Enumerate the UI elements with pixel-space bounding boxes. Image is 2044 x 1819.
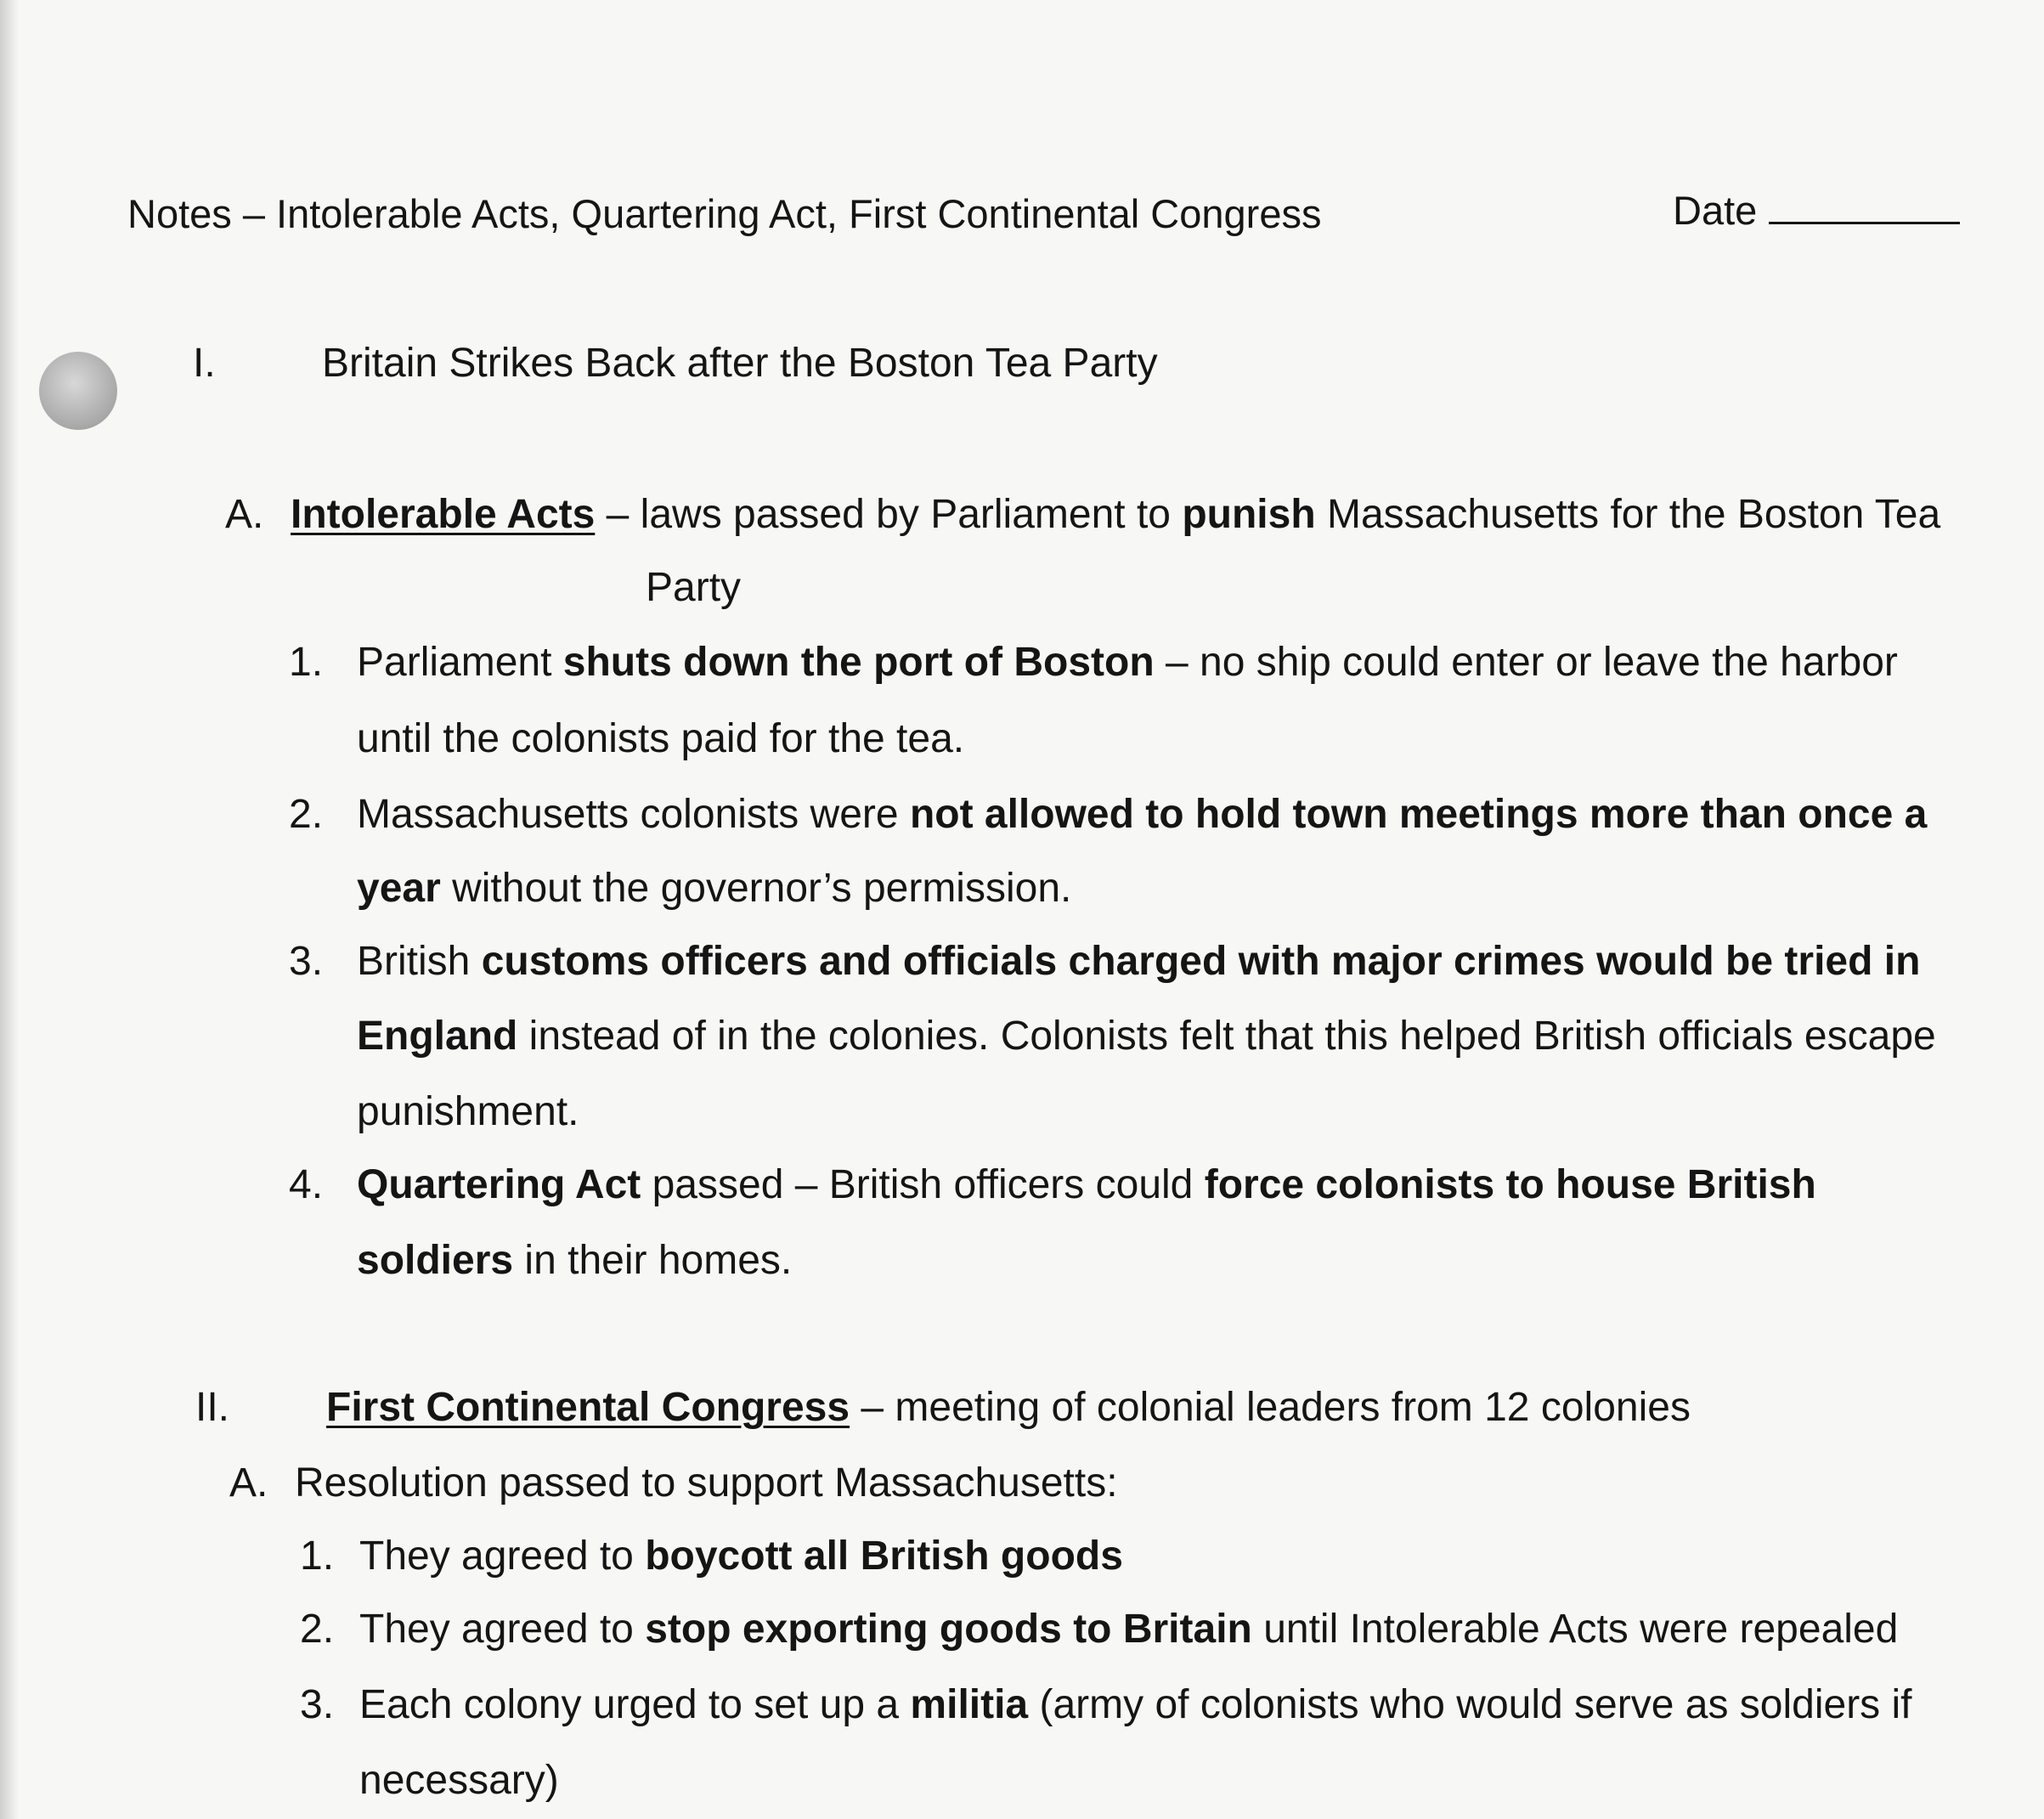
item-2-line1	[357, 789, 1927, 840]
section-2-a-marker: A.	[229, 1460, 268, 1505]
date-blank-line	[1769, 222, 1960, 224]
text: without the governor’s permission.	[440, 866, 1072, 911]
text: They agreed to	[359, 1534, 646, 1579]
text: British	[357, 939, 482, 984]
text: until Intolerable Acts were repealed	[1251, 1607, 1899, 1652]
section-2-a-text: Resolution passed to support Massachusetts:	[295, 1460, 1118, 1505]
bold-text: punish	[1182, 492, 1316, 537]
s2-item-1-number: 1.	[300, 1534, 335, 1579]
item-1-line1	[357, 637, 1898, 688]
section-1-a-line2: Party	[646, 565, 742, 610]
hole-punch	[39, 352, 117, 430]
document-title: Notes – Intolerable Acts, Quartering Act, First Continental Congress	[127, 191, 1322, 236]
bold-text: not allowed to hold town meetings more than once a	[909, 792, 1928, 837]
s2-item-3-number: 3.	[300, 1682, 335, 1727]
term-intolerable-acts: Intolerable Acts	[291, 492, 596, 537]
item-3-line1	[357, 936, 1920, 987]
bold-text: Quartering Act	[357, 1162, 641, 1207]
section-1-a-line1	[291, 489, 1940, 540]
bold-text: England	[357, 1014, 518, 1059]
item-4-line1	[357, 1160, 1816, 1211]
section-2-numeral: II.	[195, 1385, 230, 1430]
section-1-heading: Britain Strikes Back after the Boston Tea Party	[322, 341, 1158, 386]
bold-text: militia	[910, 1682, 1029, 1727]
text: passed – British officers could	[641, 1162, 1205, 1207]
s2-item-2-number: 2.	[300, 1607, 335, 1652]
text: instead of in the colonies. Colonists felt that this helped British officials escape	[517, 1014, 1936, 1059]
text: – meeting of colonial leaders from 12 colonies	[850, 1385, 1691, 1430]
date-field	[1673, 185, 1960, 236]
s2-item-3-line1	[359, 1680, 1912, 1731]
text: They agreed to	[359, 1607, 646, 1652]
bold-text: force colonists to house British	[1204, 1162, 1816, 1207]
item-1-line2: until the colonists paid for the tea.	[357, 716, 965, 761]
item-2-number: 2.	[289, 792, 324, 837]
text: – no ship could enter or leave the harbor	[1154, 640, 1898, 685]
item-4-number: 4.	[289, 1162, 324, 1207]
text: Each colony urged to set up a	[359, 1682, 911, 1727]
s2-item-3-line2: necessary)	[359, 1758, 559, 1803]
section-1-numeral: I.	[193, 341, 216, 386]
date-label: Date	[1673, 188, 1758, 233]
text: Massachusetts for the Boston Tea	[1315, 492, 1941, 537]
scan-edge-shadow	[0, 0, 19, 1819]
bold-text: year	[357, 866, 441, 911]
item-1-number: 1.	[289, 640, 324, 685]
section-2-heading	[326, 1382, 1691, 1433]
text: Massachusetts colonists were	[357, 792, 910, 837]
section-1-a-marker: A.	[225, 492, 264, 537]
text: Parliament	[357, 640, 563, 685]
item-4-line2	[357, 1235, 792, 1286]
item-3-line3: punishment.	[357, 1089, 579, 1134]
text: (army of colonists who would serve as soldiers if	[1028, 1682, 1912, 1727]
text: in their homes.	[513, 1238, 793, 1283]
bold-text: soldiers	[357, 1238, 514, 1283]
bold-text: shuts down the port of Boston	[562, 640, 1155, 685]
s2-item-1-text	[359, 1531, 1123, 1582]
term-first-continental-congress: First Continental Congress	[326, 1385, 850, 1430]
item-2-line2	[357, 863, 1071, 914]
item-3-number: 3.	[289, 939, 324, 984]
item-3-line2	[357, 1011, 1936, 1062]
bold-text: customs officers and officials charged with major crimes would be tried in	[481, 939, 1921, 984]
bold-text: stop exporting goods to Britain	[645, 1607, 1252, 1652]
text: – laws passed by Parliament to	[595, 492, 1183, 537]
s2-item-2-text	[359, 1604, 1898, 1655]
bold-text: boycott all British goods	[645, 1534, 1123, 1579]
